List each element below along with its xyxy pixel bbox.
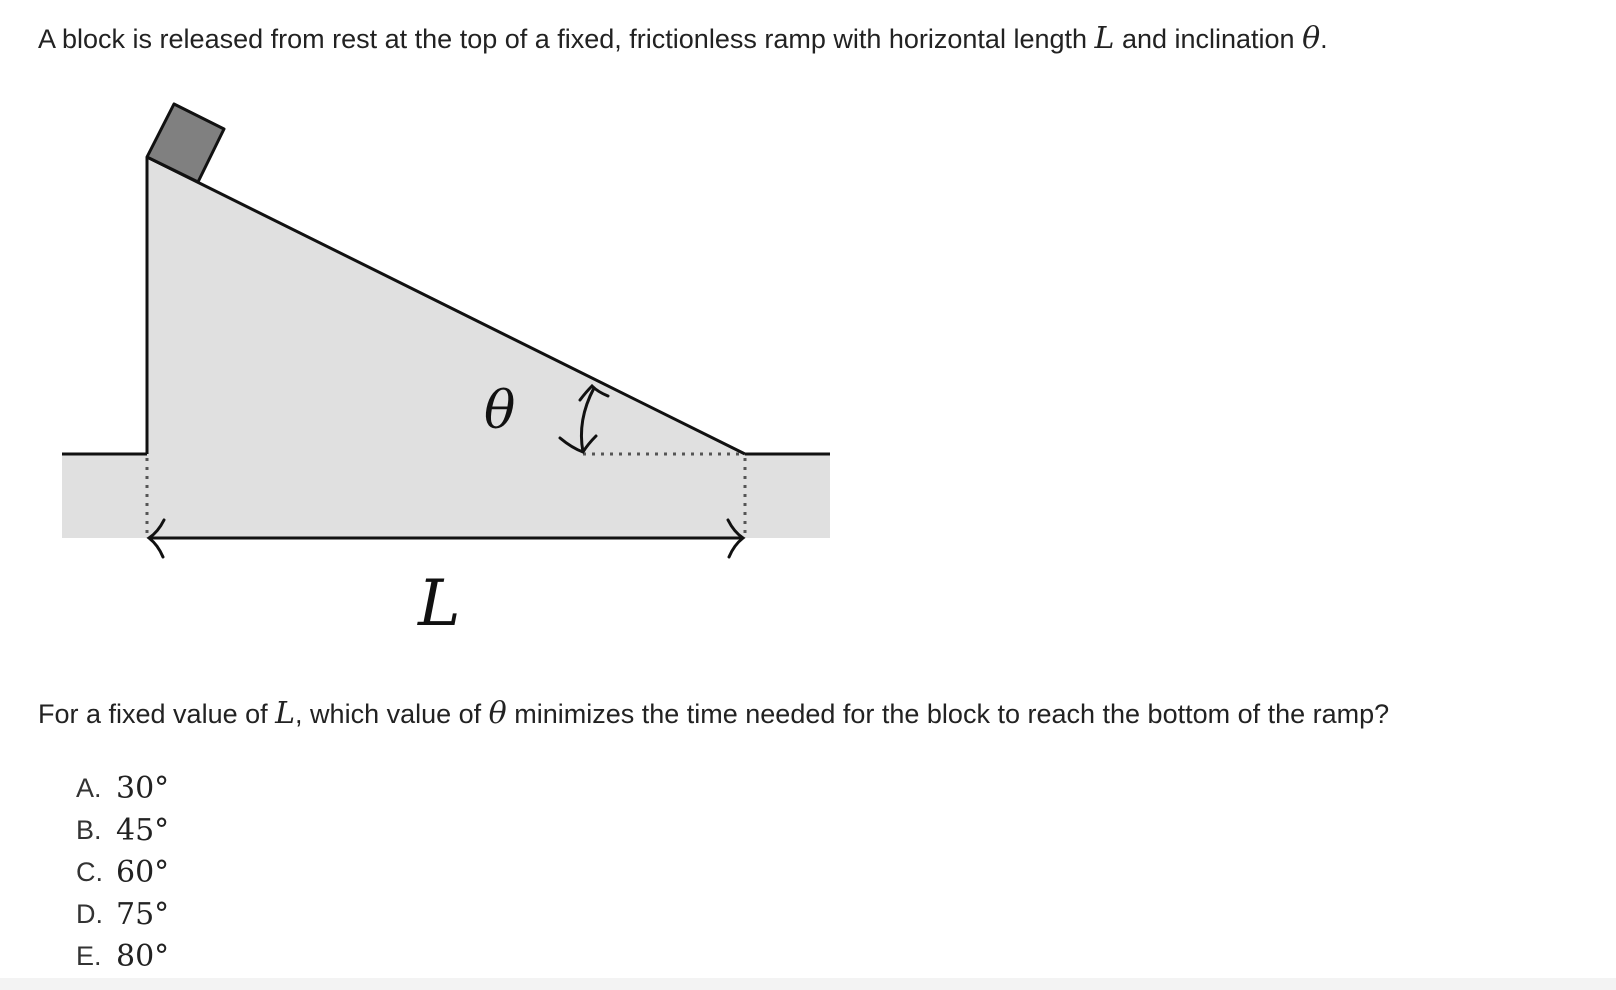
angle-symbol: θ <box>1302 21 1321 56</box>
choice-value: 75° <box>116 896 170 932</box>
bottom-band <box>0 978 1616 990</box>
answer-choice-e[interactable] <box>76 935 169 977</box>
choice-letter: A. <box>76 772 102 803</box>
length-symbol: L <box>1094 21 1115 56</box>
answer-choice-a[interactable] <box>76 767 169 809</box>
choice-value: 80° <box>116 938 170 974</box>
length-label: L <box>418 567 461 641</box>
question-prompt-text-1: For a fixed value of <box>38 699 276 729</box>
prompt-angle-symbol: θ <box>488 696 507 731</box>
ground-slab <box>62 454 830 538</box>
prompt-length-symbol: L <box>275 696 296 731</box>
answer-choice-d[interactable] <box>76 893 169 935</box>
answer-choices <box>76 767 169 977</box>
choice-letter: E. <box>76 940 102 971</box>
question-prompt-text-3: minimizes the time needed for the block to reach the bottom of the ramp? <box>506 699 1390 729</box>
answer-choice-c[interactable] <box>76 851 169 893</box>
choice-letter: C. <box>76 856 103 887</box>
question-prompt <box>38 697 1389 731</box>
question-intro-text-2: and inclination <box>1114 24 1303 54</box>
question-prompt-text-2: , which value of <box>295 699 489 729</box>
choice-letter: B. <box>76 814 102 845</box>
answer-choice-b[interactable] <box>76 809 169 851</box>
choice-value: 30° <box>116 770 170 806</box>
choice-value: 60° <box>116 854 170 890</box>
question-intro-text-3: . <box>1320 24 1328 54</box>
question-intro-text-1: A block is released from rest at the top of a fixed, frictionless ramp with horizontal length <box>38 24 1095 54</box>
angle-label: θ <box>484 381 516 441</box>
choice-value: 45° <box>116 812 170 848</box>
choice-letter: D. <box>76 898 103 929</box>
